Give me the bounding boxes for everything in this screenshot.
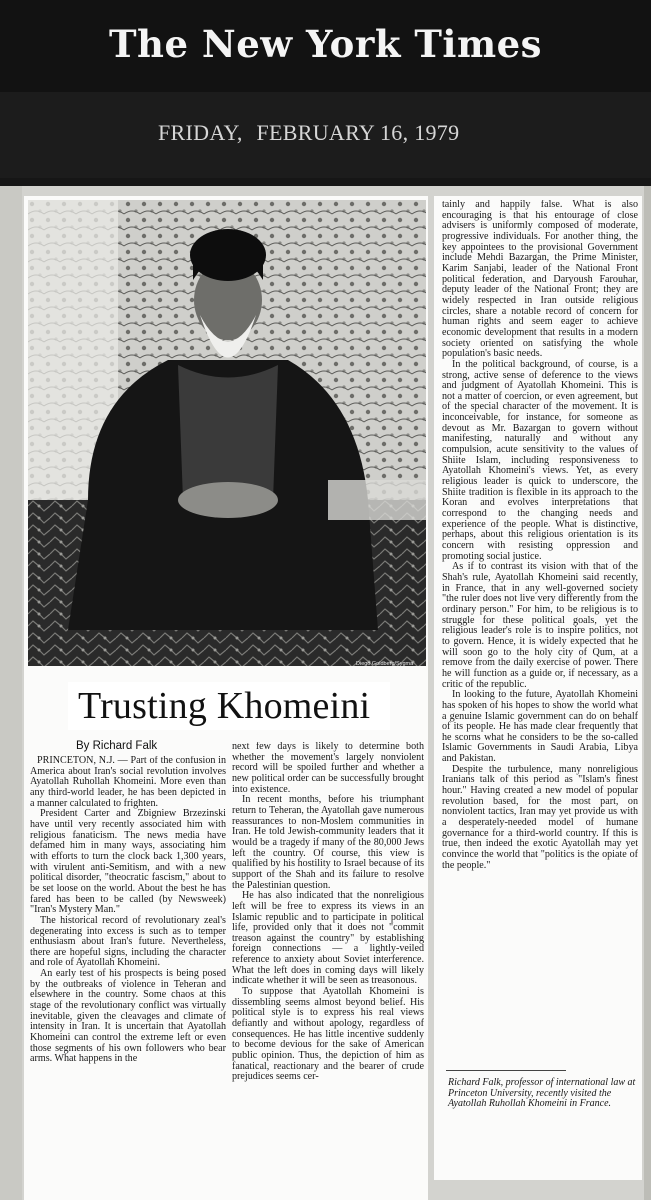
paragraph: He has also indicated that the nonreligious left will be free to express its views in an Islamic republic and to participate in political life, provided only that it does not "commit treason against the country" by establishing foreign connections — a lightly-veiled reference to anxiety about Soviet interference. What the left does in coming days will likely indicate whether it will be seen as treasonous. — [232, 890, 424, 987]
article-headline: Trusting Khomeini — [78, 685, 371, 727]
page-right-edge — [644, 186, 651, 1200]
paragraph: next few days is likely to determine both whether the movement's largely nonviolent record will be spoiled further and whether a new political order can be successfully brought into existence. — [232, 742, 424, 795]
dateline — [158, 120, 459, 146]
dateline-date: FEBRUARY 16, 1979 — [256, 120, 460, 145]
paragraph: In recent months, before his triumphant return to Teheran, the Ayatollah gave numerous reassurances to non-Moslem communities in Iran. He told Jewish-community leaders that it would be a tragedy if many of the 80,000 Jews left the country. Of course, this view is qualified by his hostility to Israel because of its support of the Shah and its failure to resolve the Palestinian question. — [232, 794, 424, 891]
adjacent-column-margin — [0, 186, 22, 1200]
article-column-1 — [30, 756, 226, 1200]
article-column-2 — [232, 742, 424, 1200]
paragraph: tainly and happily false. What is also encouraging is that his entourage of close advisers is uniformly composed of moderate, progressive individuals. For another thing, the key appointees to the provisional Government include Mehdi Bazargan, the Prime Minister, Karim Sanjabi, leader of the National Front political federation, and Daryoush Farouhar, deputy leader of the National Front; they are widely respected in Iran outside religious circles, share a notable record of concern for human rights and seem eager to achieve economic development that results in a modern society oriented on satisfying the whole population's basic needs. — [442, 200, 638, 360]
author-signoff: Richard Falk, professor of international law at Princeton University, recently visited the Ayatollah Ruhollah Khomeini in France. — [448, 1077, 636, 1110]
byline: By Richard Falk — [76, 740, 158, 752]
paragraph: As if to contrast its vision with that of the Shah's rule, Ayatollah Khomeini said recently, in France, that in any well-governed society "the ruler does not live very differently from the ordinary person." For him, to be religious is to struggle for these political goals, yet the religious leader's role is to inspire politics, not to govern. Hence, it is widely expected that he will soon go to the holy city of Qum, at a remove from the daily exercise of power. There he will function as a guide or, if necessary, as a critic of the republic. — [442, 561, 638, 690]
signoff-rule — [446, 1070, 566, 1071]
paragraph: An early test of his prospects is being posed by the outbreaks of violence in Teheran and elsewhere in the country. Some chaos at this stage of the revolutionary conflict was virtually inevitable, given the cleavages and climate of intensity in Iran. It is uncertain that Ayatollah Khomeini can control the extreme left or even those segments of his own followers who bear arms. What happens in the — [30, 968, 226, 1065]
ayatollah-photo — [28, 200, 426, 666]
paragraph: PRINCETON, N.J. — Part of the confusion in America about Iran's social revolution involves Ayatollah Ruhollah Khomeini. More even than any third-world leader, he has been depicted in a manner calculated to frighten. — [30, 756, 226, 809]
cushion — [328, 480, 426, 520]
paragraph: In the political background, of course, is a strong, active sense of deference to the views and judgment of Ayatollah Khomeini. This is not a matter of coercion, or even agreement, but of the special character of the movement. It is inconceivable, for instance, for someone as devout as Mr. Bazargan to govern without manifesting, naturally and without any compulsion, acute sensitivity to the values of Shiite Islam, including responsiveness to Ayatollah Khomeini's views. Yet, as every religious leader is quick to underscore, the Shiite tradition is flexible in its approach to the Koran and evolves interpretations that correspond to the changing needs and experience of the people. What is distinctive, perhaps, about this religious orientation is its concern with resisting oppression and promoting social justice. — [442, 358, 638, 562]
hands — [178, 482, 278, 518]
masthead-banner — [0, 0, 651, 92]
photo-credit: Diego Goldberg/Sygma — [356, 661, 414, 667]
paragraph: Despite the turbulence, many nonreligious Iranians talk of this period as "Islam's finest hour." Having created a new model of popular revolution based, for the most part, on nonviolent tactics, Iran may yet provide us with a desperately-needed model of humane governance for a third-world country. If this is true, then indeed the exotic Ayatollah may yet convince the world that "politics is the opiate of the people." — [442, 763, 638, 871]
article-column-3 — [442, 200, 638, 1118]
dateline-weekday: FRIDAY, — [158, 120, 243, 145]
paragraph: President Carter and Zbigniew Brzezinski have until very recently associated him with religious fanaticism. The news media have defamed him in many ways, associating him with efforts to turn the clock back 1,300 years, with virulent anti-Semitism, and with a new political disorder, "theocratic fascism," about to be set loose on the world. About the best he has fared has been to be called (by Newsweek) "Iran's Mystery Man." — [30, 808, 226, 916]
paragraph: The historical record of revolutionary zeal's degenerating into excess is such as to temper enthusiasm about Iran's future. Nevertheless, there are hopeful signs, including the character and role of Ayatollah Khomeini. — [30, 914, 226, 969]
inner-robe — [178, 365, 278, 500]
paragraph: To suppose that Ayatollah Khomeini is dissembling seems almost beyond belief. His political style is to express his real views defiantly and without apology, regardless of consequences. He has little incentive suddenly to become devious for the sake of American public opinion. Thus, the depiction of him as fanatical, reactionary and the bearer of crude prejudices seems cer- — [232, 986, 424, 1083]
masthead-logo: The New York Times — [109, 22, 542, 66]
paragraph: In looking to the future, Ayatollah Khomeini has spoken of his hopes to show the world what a genuine Islamic government can do on behalf of its people. He has made clear frequently that he scorns what he considers to be the so-called Islamic Governments in Saudi Arabia, Libya and Pakistan. — [442, 689, 638, 765]
